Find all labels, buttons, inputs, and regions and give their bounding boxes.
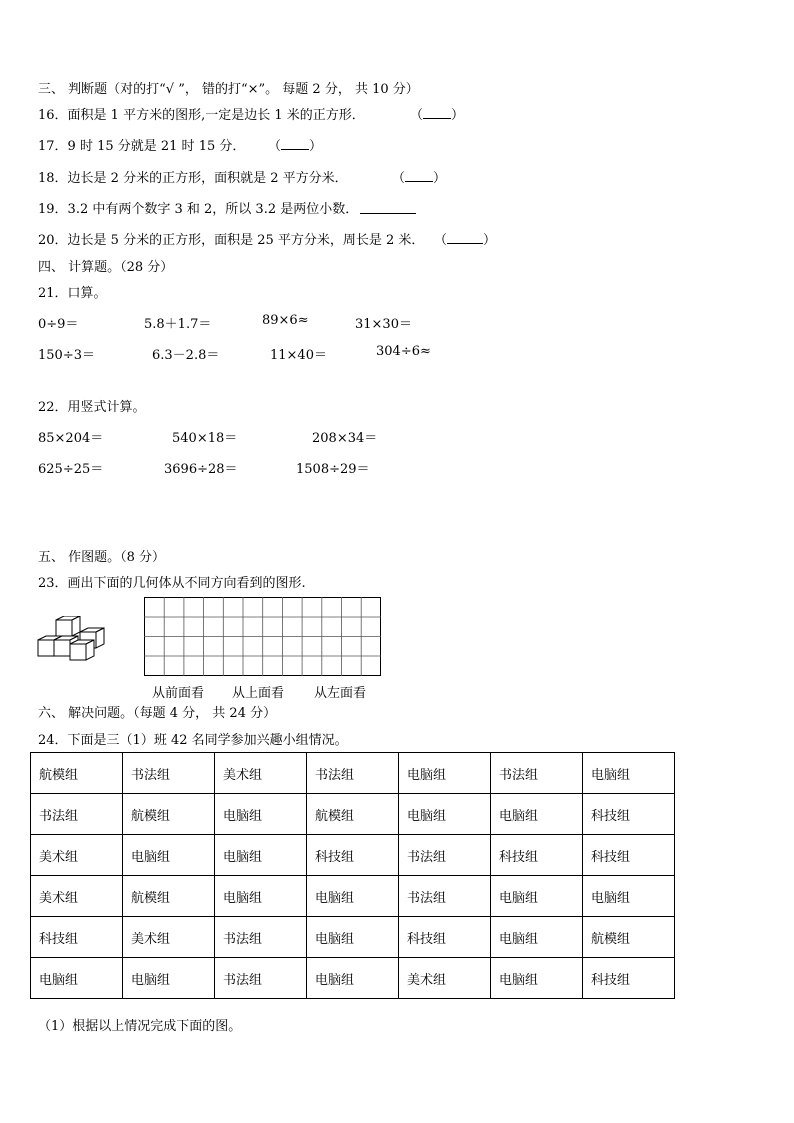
section-4-heading: 四、 计算题。（28 分） bbox=[38, 260, 174, 275]
question-17 bbox=[38, 135, 245, 154]
answer-paren-17[interactable]: （ ） bbox=[268, 139, 323, 154]
vertical-calc-item: 625÷25＝ bbox=[38, 462, 104, 477]
table-cell: 电脑组 bbox=[307, 876, 399, 917]
table-cell: 航模组 bbox=[31, 753, 123, 794]
table-row bbox=[31, 917, 675, 958]
answer-paren-18[interactable]: （ ） bbox=[392, 171, 447, 186]
answer-paren-16[interactable]: （ ） bbox=[410, 108, 465, 123]
section-3-heading: 三、 判断题（对的打“√ ”， 错的打“×”。 每题 2 分， 共 10 分） bbox=[38, 82, 419, 97]
answer-blank-16[interactable] bbox=[423, 118, 451, 119]
table-cell: 科技组 bbox=[583, 835, 675, 876]
table-cell: 科技组 bbox=[583, 794, 675, 835]
interest-group-table bbox=[30, 752, 675, 999]
question-20 bbox=[38, 229, 424, 248]
answer-paren-20[interactable]: （ ） bbox=[434, 233, 497, 248]
table-cell: 美术组 bbox=[399, 958, 491, 999]
question-20-text: 20．边长是 5 分米的正方形，面积是 25 平方分米，周长是 2 米． bbox=[38, 233, 425, 248]
table-row bbox=[31, 753, 675, 794]
vertical-calc-item: 1508÷29＝ bbox=[296, 462, 370, 477]
table-cell: 电脑组 bbox=[491, 958, 583, 999]
table-cell: 航模组 bbox=[307, 794, 399, 835]
answer-blank-19[interactable] bbox=[360, 198, 416, 214]
oral-item: 6.3－2.8＝ bbox=[152, 348, 220, 363]
table-cell: 科技组 bbox=[491, 835, 583, 876]
question-23: 23．画出下面的几何体从不同方向看到的图形. bbox=[38, 576, 306, 591]
oral-item: 0÷9＝ bbox=[38, 317, 79, 332]
oral-item: 31×30＝ bbox=[355, 317, 412, 332]
table-cell: 科技组 bbox=[31, 917, 123, 958]
table-cell: 书法组 bbox=[399, 876, 491, 917]
table-cell: 电脑组 bbox=[491, 917, 583, 958]
answer-blank-17[interactable] bbox=[281, 149, 309, 150]
oral-item: 11×40＝ bbox=[270, 348, 327, 363]
table-cell: 航模组 bbox=[123, 876, 215, 917]
vertical-calc-item: 208×34＝ bbox=[312, 431, 378, 446]
table-cell: 科技组 bbox=[307, 835, 399, 876]
table-cell: 电脑组 bbox=[215, 794, 307, 835]
question-24: 24．下面是三（1）班 42 名同学参加兴趣小组情况。 bbox=[38, 733, 348, 748]
view-label-front: 从前面看 bbox=[152, 686, 205, 701]
table-cell: 书法组 bbox=[307, 753, 399, 794]
oral-item: 150÷3＝ bbox=[38, 348, 95, 363]
question-17-text: 17．9 时 15 分就是 21 时 15 分． bbox=[38, 139, 246, 154]
table-cell: 科技组 bbox=[399, 917, 491, 958]
question-16-text: 16．面积是 1 平方米的图形,一定是边长 1 米的正方形． bbox=[38, 108, 365, 123]
vertical-calc-item: 3696÷28＝ bbox=[164, 462, 238, 477]
sub-question-1: （1）根据以上情况完成下面的图。 bbox=[38, 1019, 242, 1034]
oral-item: 89×6≈ bbox=[262, 313, 309, 328]
view-label-left: 从左面看 bbox=[314, 686, 367, 701]
table-cell: 电脑组 bbox=[215, 876, 307, 917]
table-cell: 美术组 bbox=[31, 835, 123, 876]
question-22: 22．用竖式计算。 bbox=[38, 400, 146, 415]
table-cell: 美术组 bbox=[215, 753, 307, 794]
oral-item: 5.8＋1.7＝ bbox=[144, 317, 212, 332]
view-label-top: 从上面看 bbox=[232, 686, 285, 701]
vertical-calc-item: 540×18＝ bbox=[172, 431, 238, 446]
drawing-grid[interactable] bbox=[144, 597, 382, 677]
question-16 bbox=[38, 104, 365, 123]
table-row bbox=[31, 835, 675, 876]
table-cell: 书法组 bbox=[215, 917, 307, 958]
table-cell: 书法组 bbox=[215, 958, 307, 999]
table-cell: 电脑组 bbox=[491, 876, 583, 917]
table-cell: 电脑组 bbox=[583, 753, 675, 794]
answer-blank-20[interactable] bbox=[447, 243, 483, 244]
oral-item: 304÷6≈ bbox=[376, 344, 431, 359]
table-cell: 电脑组 bbox=[307, 958, 399, 999]
table-row bbox=[31, 794, 675, 835]
answer-blank-18[interactable] bbox=[405, 181, 433, 182]
table-cell: 航模组 bbox=[123, 794, 215, 835]
table-cell: 航模组 bbox=[583, 917, 675, 958]
table-cell: 书法组 bbox=[31, 794, 123, 835]
table-cell: 电脑组 bbox=[123, 958, 215, 999]
section-5-heading: 五、 作图题。（8 分） bbox=[38, 550, 166, 565]
section-6-heading: 六、 解决问题。（每题 4 分， 共 24 分） bbox=[38, 706, 277, 721]
table-cell: 电脑组 bbox=[399, 794, 491, 835]
table-cell: 电脑组 bbox=[215, 835, 307, 876]
table-cell: 电脑组 bbox=[491, 794, 583, 835]
table-cell: 电脑组 bbox=[31, 958, 123, 999]
table-cell: 电脑组 bbox=[307, 917, 399, 958]
table-row bbox=[31, 958, 675, 999]
cube-figure bbox=[36, 616, 110, 664]
table-cell: 美术组 bbox=[123, 917, 215, 958]
table-row bbox=[31, 876, 675, 917]
vertical-calc-item: 85×204＝ bbox=[38, 431, 104, 446]
table-cell: 书法组 bbox=[491, 753, 583, 794]
question-19-text: 19．3.2 中有两个数字 3 和 2，所以 3.2 是两位小数． bbox=[38, 202, 359, 217]
question-19 bbox=[38, 198, 358, 217]
table-cell: 美术组 bbox=[31, 876, 123, 917]
table-cell: 科技组 bbox=[583, 958, 675, 999]
question-18-text: 18．边长是 2 分米的正方形，面积就是 2 平方分米． bbox=[38, 171, 348, 186]
question-18 bbox=[38, 167, 348, 186]
table-cell: 电脑组 bbox=[399, 753, 491, 794]
table-cell: 电脑组 bbox=[583, 876, 675, 917]
table-cell: 书法组 bbox=[399, 835, 491, 876]
table-cell: 书法组 bbox=[123, 753, 215, 794]
question-21: 21．口算。 bbox=[38, 286, 107, 301]
table-cell: 电脑组 bbox=[123, 835, 215, 876]
